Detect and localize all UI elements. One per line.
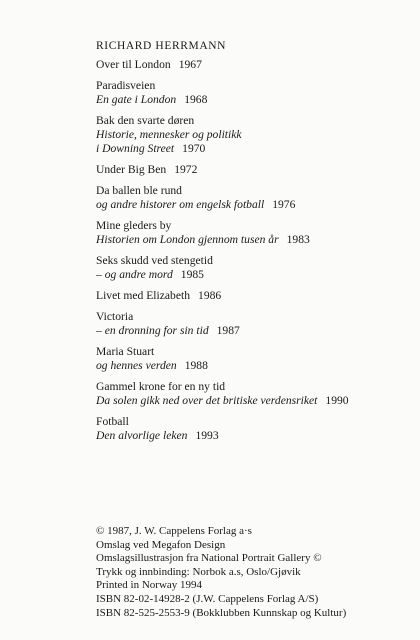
book-entry [96, 310, 406, 338]
colophon-line: Trykk og innbinding: Norbok a.s, Oslo/Gjøvik [96, 565, 301, 578]
book-entry [96, 114, 406, 156]
book-line-text: i Downing Street [96, 142, 175, 155]
book-line-text: Da solen gikk ned over det britiske verdensriket [96, 394, 318, 407]
book-line-text: Livet med Elizabeth [96, 289, 191, 302]
bibliography-list [96, 58, 406, 450]
book-title [96, 163, 406, 177]
book-year: 1990 [325, 394, 349, 407]
book-subtitle [96, 429, 406, 443]
book-subtitle [96, 142, 406, 156]
book-year: 1985 [180, 268, 204, 281]
book-entry [96, 163, 406, 177]
author-heading: RICHARD HERRMANN [96, 40, 227, 52]
colophon-line: ISBN 82-525-2553-9 (Bokklubben Kunnskap og Kultur) [96, 606, 347, 619]
book-entry [96, 219, 406, 247]
book-title [96, 114, 406, 128]
colophon-line: Printed in Norway 1994 [96, 579, 203, 592]
book-title [96, 345, 406, 359]
colophon-line: © 1987, J. W. Cappelens Forlag a·s [96, 525, 252, 537]
book-subtitle [96, 268, 406, 282]
book-line-text: Den alvorlige leken [96, 429, 188, 442]
book-title [96, 254, 406, 268]
book-line-text: Under Big Ben [96, 163, 167, 176]
book-subtitle [96, 198, 406, 212]
book-line-text: Mine gleders by [96, 219, 172, 232]
book-subtitle [96, 394, 406, 408]
book-line-text: og hennes verden [96, 359, 177, 372]
book-title [96, 310, 406, 324]
book-entry [96, 58, 406, 72]
book-title [96, 289, 406, 303]
book-entry [96, 184, 406, 212]
book-subtitle [96, 233, 406, 247]
book-year: 1988 [184, 359, 208, 372]
book-line-text: Gammel krone for en ny tid [96, 380, 226, 393]
book-title [96, 415, 406, 429]
book-title [96, 219, 406, 233]
book-title [96, 184, 406, 198]
book-subtitle [96, 324, 406, 338]
book-year: 1972 [174, 163, 198, 176]
book-line-text: Bak den svarte døren [96, 114, 195, 127]
book-line-text: Historie, mennesker og politikk [96, 128, 242, 141]
book-title [96, 58, 406, 72]
book-year: 1993 [195, 429, 219, 442]
colophon-line: ISBN 82-02-14928-2 (J.W. Cappelens Forlag A/S) [96, 592, 319, 605]
book-line-text: Fotball [96, 415, 129, 428]
book-line-text: Seks skudd ved stengetid [96, 254, 213, 267]
book-line-text: Victoria [96, 310, 134, 323]
book-year: 1968 [184, 93, 208, 106]
book-year: 1970 [182, 142, 206, 155]
colophon-line: Omslagsillustrasjon fra National Portrait Gallery © [96, 552, 322, 565]
book-title [96, 380, 406, 394]
book-line-text: Da ballen ble rund [96, 184, 182, 197]
book-entry [96, 289, 406, 303]
book-entry [96, 254, 406, 282]
book-entry [96, 79, 406, 107]
book-line-text: – en dronning for sin tid [96, 324, 209, 337]
book-line-text: Historien om London gjennom tusen år [96, 233, 279, 246]
book-subtitle [96, 93, 406, 107]
book-year: 1967 [178, 58, 202, 71]
book-year: 1986 [198, 289, 222, 302]
book-subtitle [96, 359, 406, 373]
book-entry [96, 345, 406, 373]
colophon [96, 525, 414, 620]
book-line-text: Over til London [96, 58, 171, 71]
book-line-text: – og andre mord [96, 268, 173, 281]
book-year: 1976 [272, 198, 296, 211]
book-year: 1987 [216, 324, 240, 337]
book-line-text: Maria Stuart [96, 345, 155, 358]
colophon-line: Omslag ved Megafon Design [96, 538, 226, 551]
book-line-text: og andre historer om engelsk fotball [96, 198, 265, 211]
book-line-text: En gate i London [96, 93, 177, 106]
book-title [96, 79, 406, 93]
book-subtitle [96, 128, 406, 142]
book-entry [96, 415, 406, 443]
book-entry [96, 380, 406, 408]
book-line-text: Paradisveien [96, 79, 156, 92]
book-year: 1983 [286, 233, 310, 246]
